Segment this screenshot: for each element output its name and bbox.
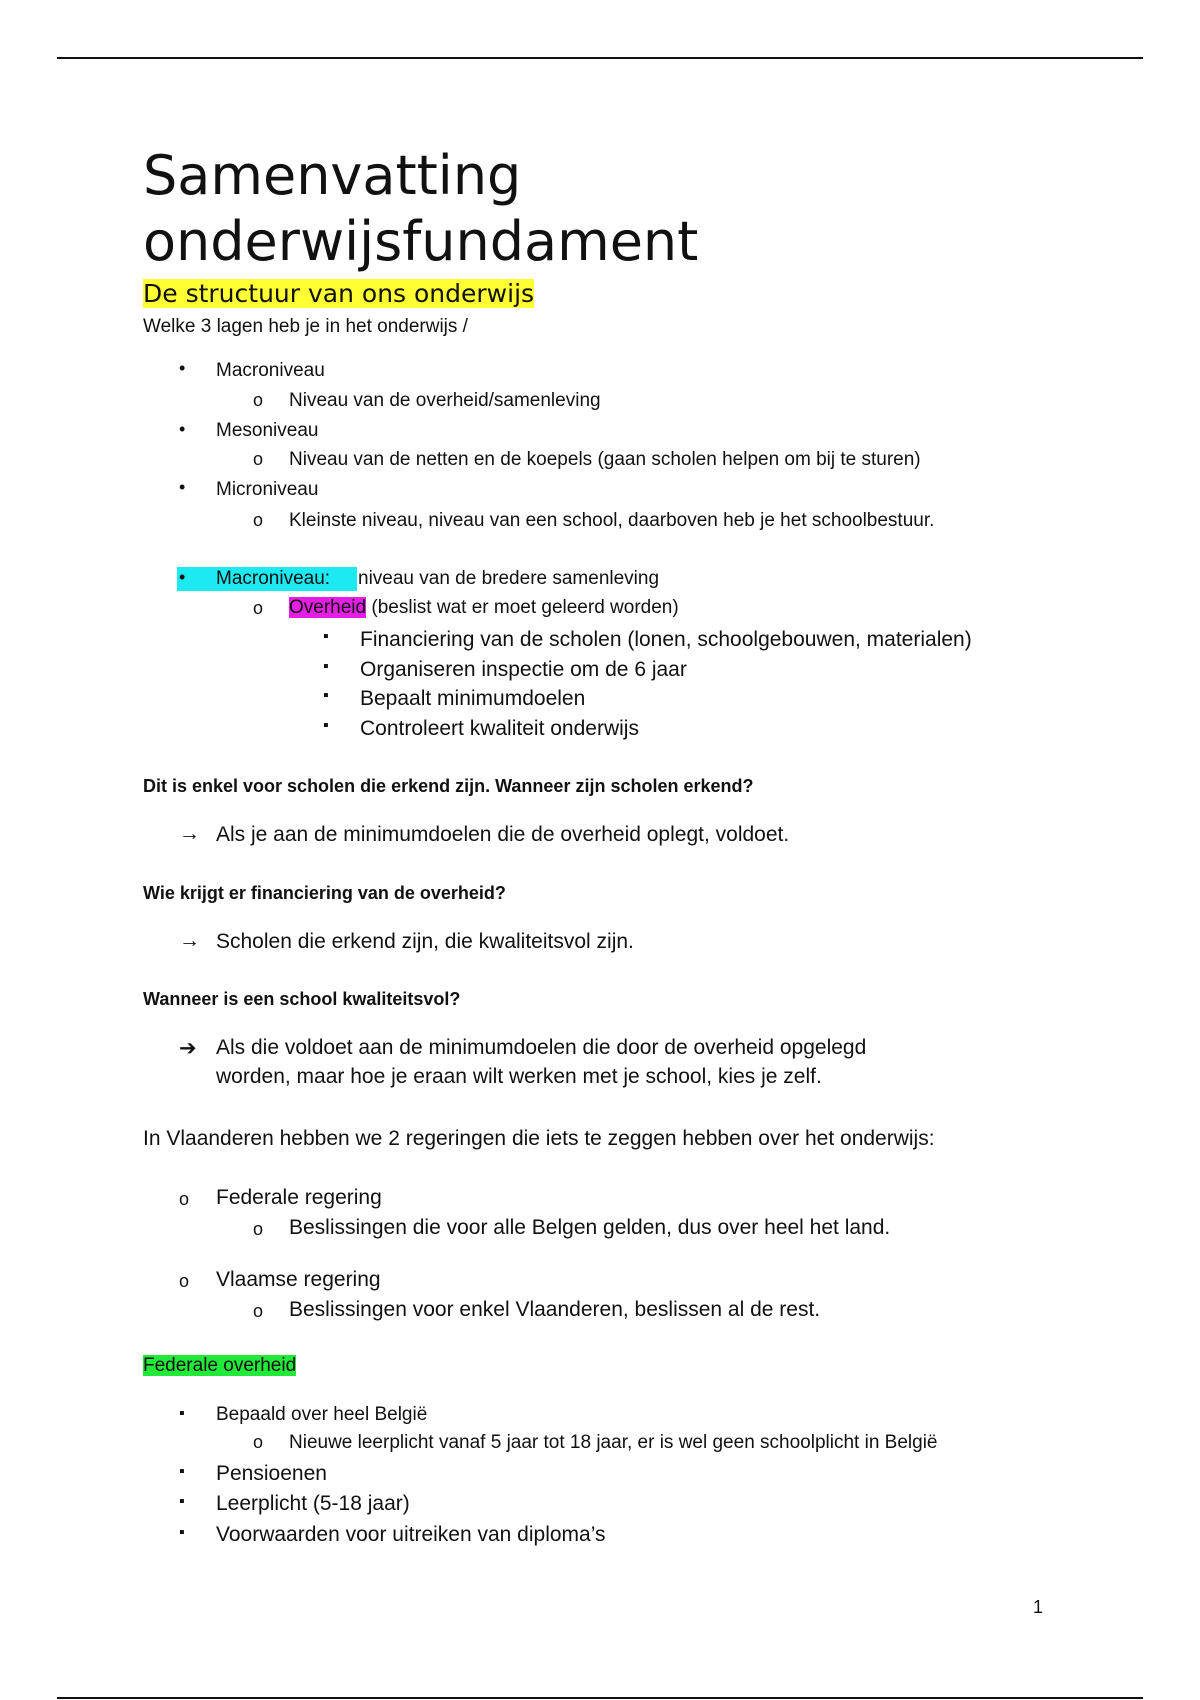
bullet-icon: •: [179, 419, 186, 439]
question: Wie krijgt er financiering van de overheid?: [143, 883, 506, 903]
answer: Scholen die erkend zijn, die kwaliteitsvol zijn.: [216, 930, 634, 953]
footer-rule: [57, 1697, 1143, 1699]
answer: Als je aan de minimumdoelen die de overheid oplegt, voldoet.: [216, 823, 790, 846]
square-bullet-icon: ▪: [323, 628, 329, 645]
section-heading: [143, 278, 534, 310]
government-description: Beslissingen voor enkel Vlaanderen, beslissen al de rest.: [289, 1298, 821, 1321]
square-bullet-icon: ▪: [179, 1463, 185, 1480]
circle-bullet-icon: o: [179, 1271, 190, 1291]
federal-item: Voorwaarden voor uitreiken van diploma’s: [216, 1523, 606, 1546]
bullet-icon: •: [179, 567, 186, 587]
overheid-label: Overheid: [289, 597, 367, 618]
answer-line: Als die voldoet aan de minimumdoelen die door de overheid opgelegd: [216, 1036, 867, 1059]
overheid-task: Financiering van de scholen (lonen, schoolgebouwen, materialen): [360, 628, 972, 651]
federal-item: Pensioenen: [216, 1462, 327, 1485]
overheid-task: Bepaalt minimumdoelen: [360, 687, 586, 710]
question: Dit is enkel voor scholen die erkend zijn. Wanneer zijn scholen erkend?: [143, 776, 754, 796]
square-bullet-icon: ▪: [323, 687, 329, 704]
arrow-icon: →: [179, 929, 200, 952]
level-description: Kleinste niveau, niveau van een school, daarboven heb je het schoolbestuur.: [289, 510, 935, 531]
government-label: Vlaamse regering: [216, 1268, 381, 1291]
level-description: Niveau van de netten en de koepels (gaan scholen helpen om bij te sturen): [289, 449, 921, 470]
macro-description: niveau van de bredere samenleving: [358, 568, 660, 589]
level-description: Niveau van de overheid/samenleving: [289, 390, 601, 411]
square-bullet-icon: ▪: [323, 717, 329, 734]
document-page: [143, 0, 1043, 1700]
circle-bullet-icon: o: [253, 449, 264, 469]
bullet-icon: •: [179, 358, 186, 378]
vlaanderen-intro: In Vlaanderen hebben we 2 regeringen die iets te zeggen hebben over het onderwijs:: [143, 1127, 935, 1150]
question: Wanneer is een school kwaliteitsvol?: [143, 989, 461, 1009]
government-description: Beslissingen die voor alle Belgen gelden, dus over heel het land.: [289, 1216, 891, 1239]
bullet-icon: •: [179, 477, 186, 497]
intro-question: Welke 3 lagen heb je in het onderwijs /: [143, 316, 468, 337]
federal-item: Leerplicht (5-18 jaar): [216, 1492, 410, 1515]
arrow-icon: →: [179, 822, 200, 845]
circle-bullet-icon: o: [253, 1219, 264, 1239]
circle-bullet-icon: o: [253, 510, 264, 530]
overheid-description: (beslist wat er moet geleerd worden): [371, 597, 679, 618]
overheid-line: [289, 597, 679, 619]
section-heading-text: De structuur van ons onderwijs: [143, 279, 535, 308]
federal-item: Bepaald over heel België: [216, 1404, 428, 1425]
document-title-line2: onderwijsfundament: [143, 210, 699, 273]
overheid-task: Organiseren inspectie om de 6 jaar: [360, 658, 687, 681]
level-label: Macroniveau: [216, 360, 325, 381]
federal-heading-text: Federale overheid: [143, 1355, 297, 1376]
government-label: Federale regering: [216, 1186, 382, 1209]
square-bullet-icon: ▪: [179, 1493, 185, 1510]
circle-bullet-icon: o: [253, 390, 264, 410]
square-bullet-icon: ▪: [323, 658, 329, 675]
answer-line: worden, maar hoe je eraan wilt werken met je school, kies je zelf.: [216, 1065, 822, 1088]
macro-label: Macroniveau:: [216, 568, 331, 589]
overheid-task: Controleert kwaliteit onderwijs: [360, 717, 639, 740]
page-number: 1: [1032, 1597, 1043, 1617]
document-title-line1: Samenvatting: [143, 144, 522, 207]
level-label: Mesoniveau: [216, 420, 319, 441]
federal-subitem: Nieuwe leerplicht vanaf 5 jaar tot 18 jaar, er is wel geen schoolplicht in België: [289, 1432, 938, 1453]
level-label: Microniveau: [216, 479, 319, 500]
circle-bullet-icon: o: [179, 1189, 190, 1209]
circle-bullet-icon: o: [253, 1301, 264, 1321]
square-bullet-icon: ▪: [179, 1524, 185, 1541]
bold-arrow-icon: ➔: [179, 1037, 197, 1060]
circle-bullet-icon: o: [253, 1432, 264, 1452]
federal-heading: [143, 1355, 296, 1377]
circle-bullet-icon: o: [253, 598, 264, 618]
square-bullet-icon: ▪: [179, 1405, 185, 1422]
